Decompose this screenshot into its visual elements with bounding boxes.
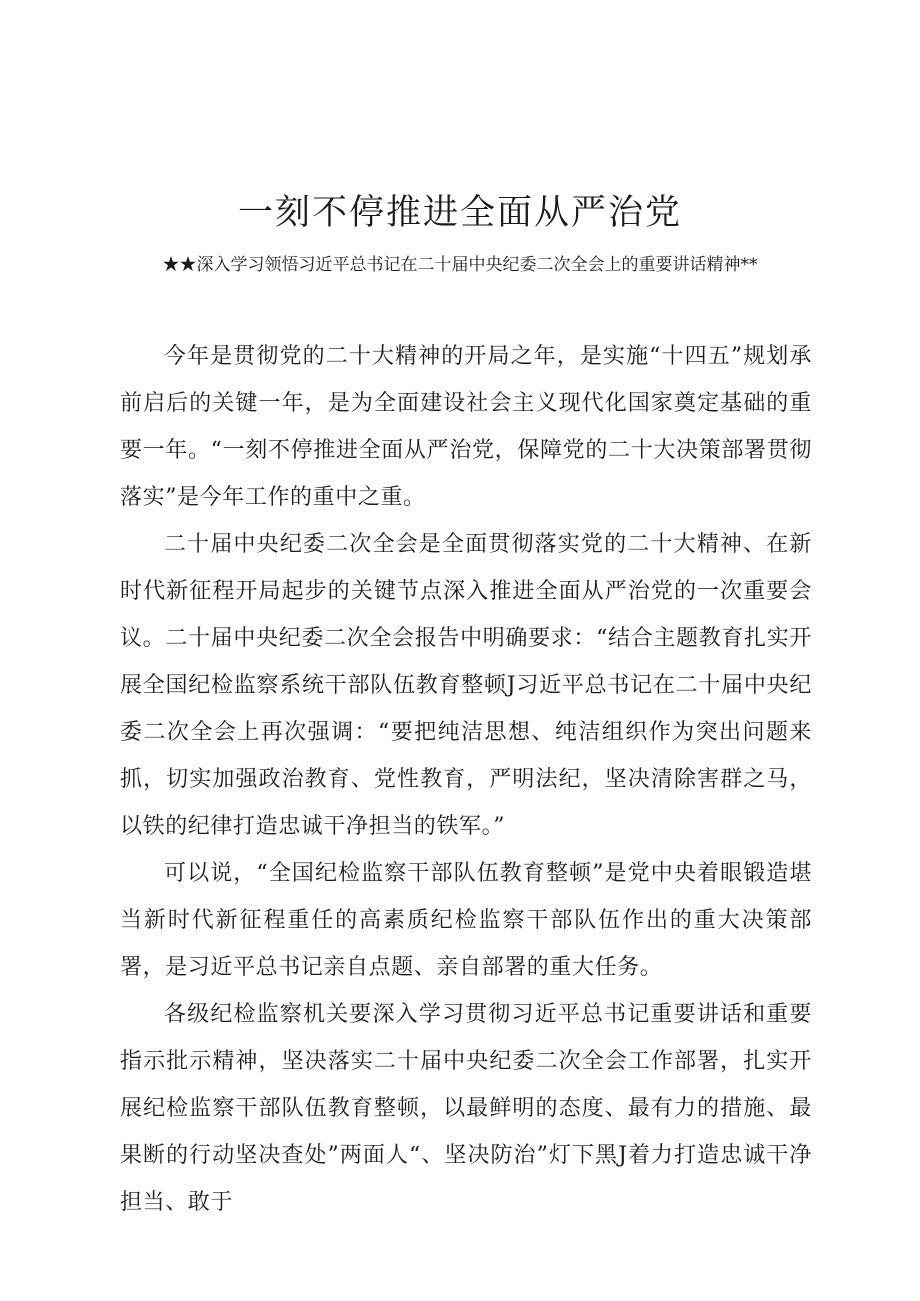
paragraph: 二十届中央纪委二次全会是全面贯彻落实党的二十大精神、在新时代新征程开局起步的关键节点深入推进全面从严治党的一次重要会议。二十届中央纪委二次全会报告中明确要求：“结合主题教育扎实开展全国纪检监察系统干部队伍教育整顿J习近平总书记在二十届中央纪委二次全会上再次强调：“要把纯洁思想、纯洁组织作为突出问题来抓，切实加强政治教育、党性教育，严明法纪，坚决清除害群之马，以铁的纪律打造忠诚干净担当的铁军。” [120,532,812,839]
document-body [120,333,812,1226]
page-subtitle: ★★深入学习领悟习近平总书记在二十届中央纪委二次全会上的重要讲话精神** [162,255,758,275]
page-title: 一刻不停推进全面从严治党 [237,193,682,233]
paragraph: 各级纪检监察机关要深入学习贯彻习近平总书记重要讲话和重要指示批示精神，坚决落实二十届中央纪委二次全会工作部署，扎实开展纪检监察干部队伍教育整顿，以最鲜明的态度、最有力的措施、最果断的行动坚决查处”两面人“、坚决防治”灯下黑J着力打造忠诚干净担当、敢于 [120,1002,812,1215]
paragraph: 可以说，“全国纪检监察干部队伍教育整顿”是党中央着眼锻造堪当新时代新征程重任的高素质纪检监察干部队伍作出的重大决策部署，是习近平总书记亲自点题、亲自部署的重大任务。 [120,861,812,980]
paragraph: 今年是贯彻党的二十大精神的开局之年，是实施“十四五”规划承前启后的关键一年，是为全面建设社会主义现代化国家奠定基础的重要一年。“一刻不停推进全面从严治党，保障党的二十大决策部署贯彻落实”是今年工作的重中之重。 [120,344,812,510]
